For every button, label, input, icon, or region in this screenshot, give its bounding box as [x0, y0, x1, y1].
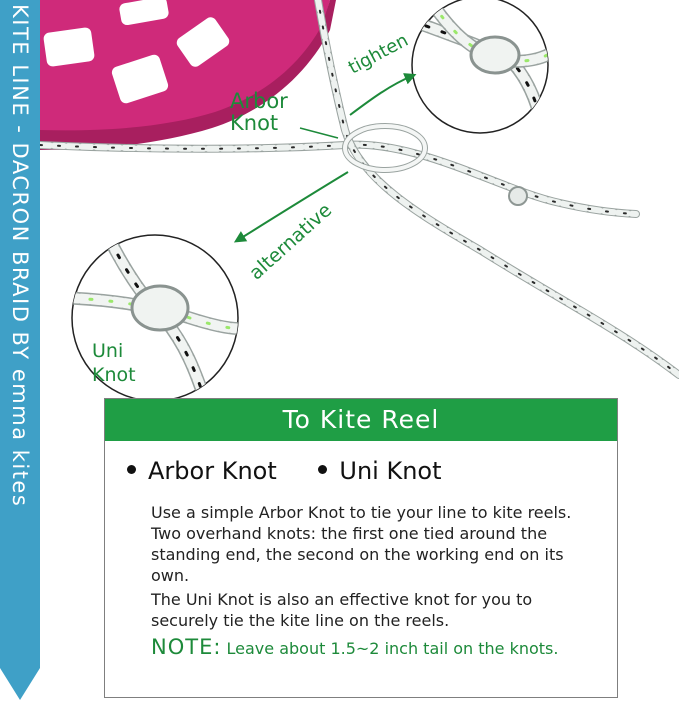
uni-knot-label-text: Uni Knot: [92, 340, 136, 386]
tighten-label: tighten: [345, 29, 412, 79]
card-header: To Kite Reel: [105, 399, 617, 441]
bullet-item: [318, 457, 441, 485]
arbor-pointer: [300, 128, 338, 138]
bullet-label: Arbor Knot: [148, 457, 277, 485]
uni-knot-label: [92, 339, 136, 387]
tighten-arrow: [350, 76, 412, 115]
bullet-item: [127, 457, 277, 485]
knot-bullets: [127, 457, 476, 485]
note-text: Leave about 1.5~2 inch tail on the knots.: [226, 639, 559, 658]
arbor-knot-label: [230, 90, 288, 134]
arbor-knot-label-text: Arbor Knot: [230, 89, 288, 135]
tighten-detail-circle: [410, 0, 560, 140]
side-banner: [0, 0, 40, 709]
bullet-label: Uni Knot: [339, 457, 442, 485]
note: [151, 637, 601, 659]
side-banner-text: KITE LINE - DACRON BRAID BY emma kites: [8, 4, 32, 508]
alternative-label: alternative: [245, 199, 337, 285]
bullet-dot-icon: [127, 465, 136, 474]
kite-reel: [40, 0, 336, 150]
info-card: [104, 398, 618, 698]
note-label: NOTE:: [151, 635, 222, 659]
arbor-description: Use a simple Arbor Knot to tie your line to kite reels. Two overhand knots: the first one tied around the standing end, the second on the working end on its own.: [151, 503, 572, 585]
bullet-dot-icon: [318, 465, 327, 474]
uni-description: The Uni Knot is also an effective knot for you to securely tie the kite line on the reels.: [151, 590, 533, 630]
